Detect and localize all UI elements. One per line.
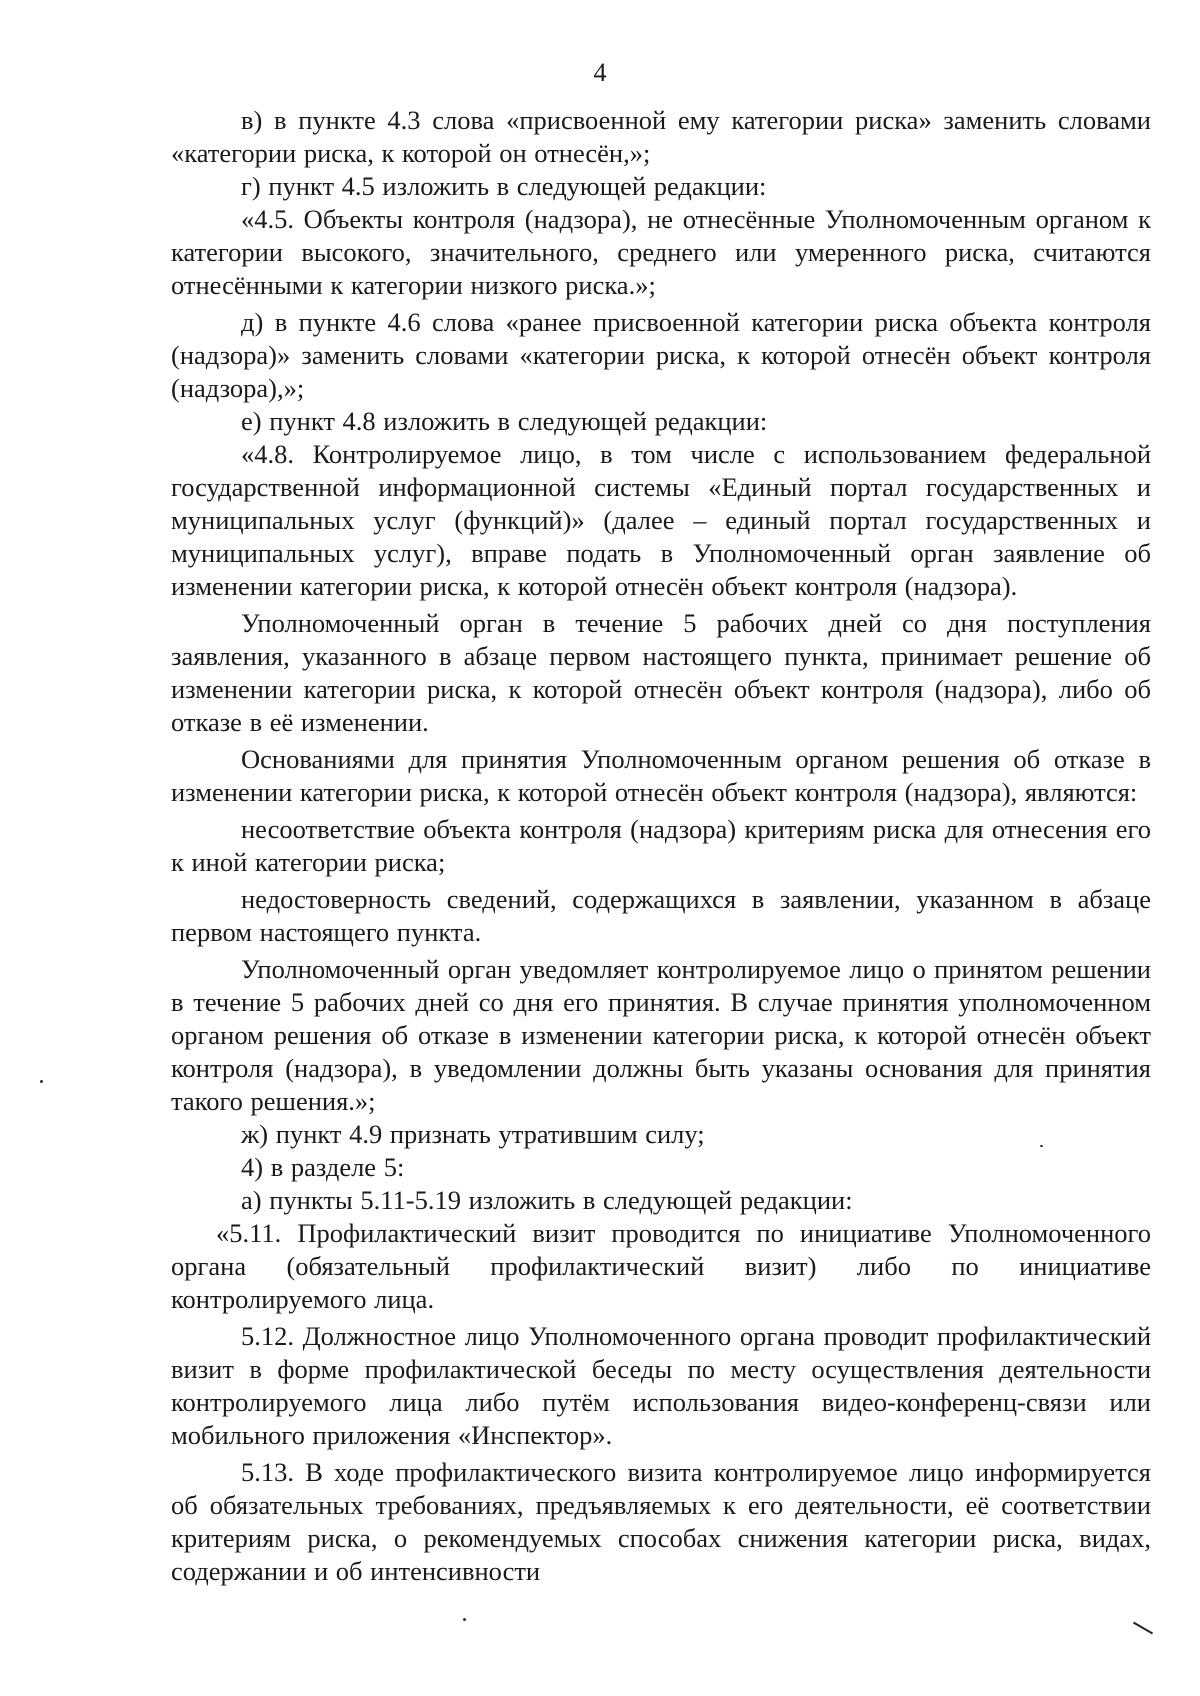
paragraph-5-12-text: 5.12. Должностное лицо Уполномоченного органа проводит профилактический визит в форме профилактической беседы по месту осуществления деятельности контролируемого лица либо путём использования видео-конференц-связи или мобильного приложения «Инспектор». xyxy=(171,1321,1151,1450)
paragraph-item-g: г) пункт 4.5 изложить в следующей редакции: xyxy=(241,171,767,201)
paragraph-item-zh: ж) пункт 4.9 признать утратившим силу; xyxy=(241,1119,705,1149)
page-number: 4 xyxy=(593,58,607,87)
scan-speck xyxy=(463,1618,466,1621)
paragraph-4-5-text: «4.5. Объекты контроля (надзора), не отнесённые Уполномоченным органом к категории высокого, значительного, среднего или умеренного риска, считаются отнесёнными к категории низкого риска.»; xyxy=(171,204,1151,300)
scan-speck xyxy=(1040,1145,1043,1147)
paragraph-authority-decision: Уполномоченный орган в течение 5 рабочих дней со дня поступления заявления, указанного в абзаце первом настоящего пункта, принимает решение об изменении категории риска, к которой отнесён объект контроля (надзора), либо об отказе в её изменении. xyxy=(171,608,1151,737)
paragraph-5-11-text: «5.11. Профилактический визит проводится по инициативе Уполномоченного органа (обязательный профилактический визит) либо по инициативе контролируемого лица. xyxy=(171,1218,1151,1314)
document-body xyxy=(171,104,1151,1588)
paragraph-item-e: е) пункт 4.8 изложить в следующей редакции: xyxy=(241,406,768,436)
paragraph-notification: Уполномоченный орган уведомляет контролируемое лицо о принятом решении в течение 5 рабочих дней со дня его принятия. В случае принятия уполномоченном органом решения об отказе в изменении категории риска, к которой отнесён объект контроля (надзора), в уведомлении должны быть указаны основания для принятия такого решения.»; xyxy=(171,954,1151,1116)
paragraph-item-a: а) пункты 5.11-5.19 изложить в следующей редакции: xyxy=(241,1185,853,1215)
scan-mark xyxy=(1133,1622,1153,1635)
paragraph-section-5: 4) в разделе 5: xyxy=(241,1152,405,1182)
paragraph-4-8-text: «4.8. Контролируемое лицо, в том числе с использованием федеральной государственной информационной системы «Единый портал государственных и муниципальных услуг (функций)» (далее – единый портал государственных и муниципальных услуг), вправе подать в Уполномоченный орган заявление об изменении категории риска, к которой отнесён объект контроля (надзора). xyxy=(171,439,1151,601)
paragraph-ground-unreliable: недостоверность сведений, содержащихся в заявлении, указанном в абзаце первом настоящего пункта. xyxy=(171,884,1151,947)
paragraph-item-d: д) в пункте 4.6 слова «ранее присвоенной категории риска объекта контроля (надзора)» заменить словами «категории риска, к которой отнесён объект контроля (надзора),»; xyxy=(171,307,1151,403)
paragraph-refusal-grounds: Основаниями для принятия Уполномоченным органом решения об отказе в изменении категории риска, к которой отнесён объект контроля (надзора), являются: xyxy=(171,744,1151,807)
paragraph-5-13-text: 5.13. В ходе профилактического визита контролируемое лицо информируется об обязательных требованиях, предъявляемых к его деятельности, её соответствии критериям риска, о рекомендуемых способах снижения категории риска, видах, содержании и об интенсивности xyxy=(171,1457,1151,1586)
paragraph-item-v: в) в пункте 4.3 слова «присвоенной ему категории риска» заменить словами «категории риска, к которой он отнесён,»; xyxy=(171,105,1151,168)
scan-speck xyxy=(40,1080,43,1083)
paragraph-ground-mismatch: несоответствие объекта контроля (надзора) критериям риска для отнесения его к иной категории риска; xyxy=(171,814,1151,877)
